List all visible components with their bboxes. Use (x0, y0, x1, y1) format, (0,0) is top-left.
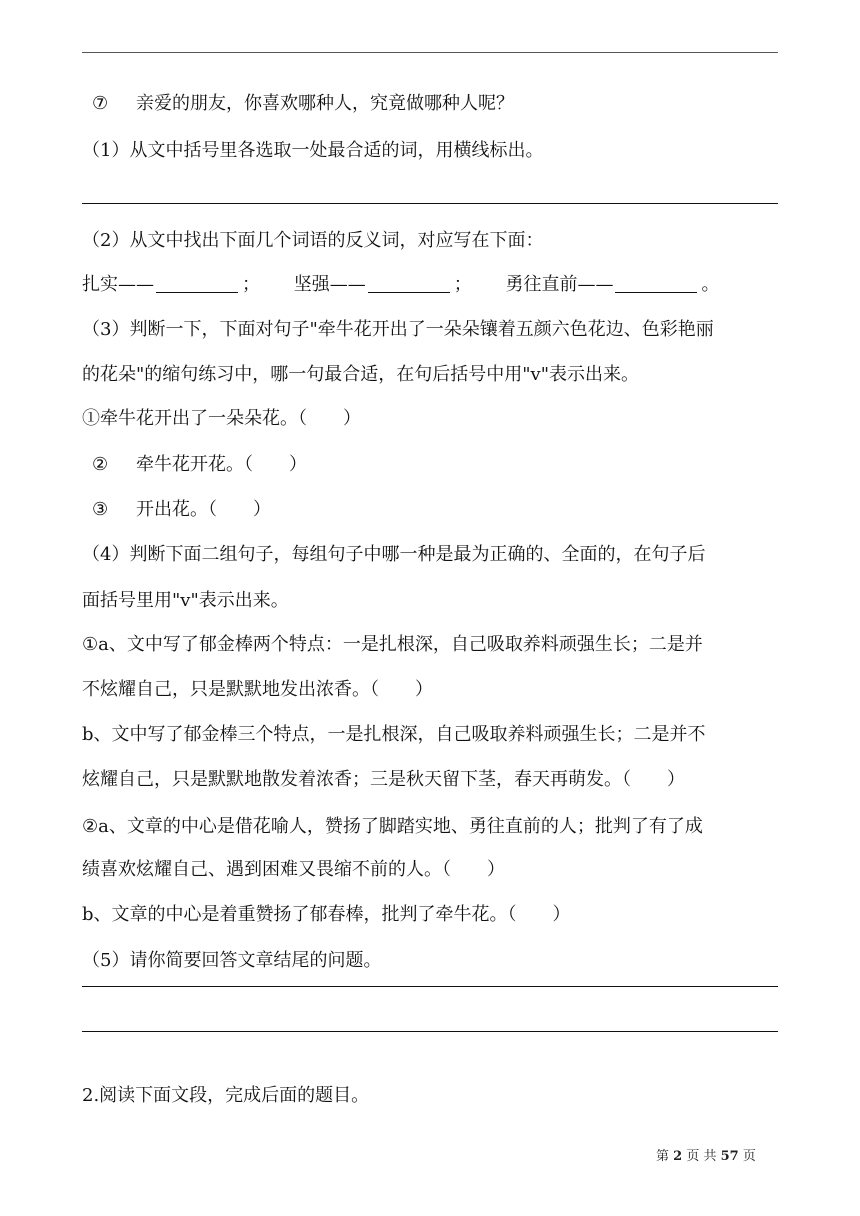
q4-group2-b[interactable]: b、文章的中心是着重赞扬了郁春棒，批判了牵牛花。（ ） (82, 904, 571, 925)
period: 。 (701, 274, 720, 295)
option-number: ② (92, 454, 109, 475)
question-1: （1）从文中括号里各选取一处最合适的词，用横线标出。 (82, 140, 544, 161)
answer-line-q1[interactable] (82, 203, 778, 204)
paragraph-number: ⑦ (92, 93, 109, 114)
footer-total-pages: 57 (720, 1149, 739, 1164)
page-footer (656, 1148, 756, 1166)
question-4-line-1: （4）判断下面二组句子，每组句子中哪一种是最为正确的、全面的，在句子后 (82, 544, 706, 565)
answer-line-q5-2[interactable] (82, 1031, 778, 1032)
option-text: 开出花。（ ） (136, 499, 271, 520)
q4-group1-a-line-2[interactable]: 不炫耀自己，只是默默地发出浓香。（ ） (82, 679, 433, 700)
question-3-line-2: 的花朵"的缩句练习中，哪一句最合适，在句后括号中用"v"表示出来。 (82, 364, 640, 385)
q3-option-2[interactable] (92, 453, 307, 477)
antonym-label-3: 勇往直前—— (505, 274, 614, 295)
q3-option-3[interactable] (92, 498, 271, 522)
paragraph-text: 亲爱的朋友，你喜欢哪种人，究竟做哪种人呢？ (136, 93, 514, 114)
footer-suffix: 页 (742, 1149, 756, 1164)
q4-group1-a-line-1: ①a、文中写了郁金棒两个特点：一是扎根深，自己吸取养料顽强生长；二是并 (82, 634, 703, 655)
antonym-blank-2[interactable] (368, 274, 450, 293)
antonym-blank-1[interactable] (156, 274, 238, 293)
option-text: 牵牛花开花。（ ） (136, 454, 307, 475)
q4-group2-a-line-1: ②a、文章的中心是借花喻人，赞扬了脚踏实地、勇往直前的人；批判了有了成 (82, 816, 703, 837)
q4-group1-b-line-1: b、文中写了郁金棒三个特点，一是扎根深，自己吸取养料顽强生长；二是并不 (82, 724, 706, 745)
question-2: （2）从文中找出下面几个词语的反义词，对应写在下面： (82, 230, 544, 251)
footer-mid: 页 共 (686, 1149, 717, 1164)
question-3-line-1: （3）判断一下，下面对句子"牵牛花开出了一朵朵镶着五颜六色花边、色彩艳丽 (82, 319, 714, 340)
section-2-heading: 2.阅读下面文段，完成后面的题目。 (82, 1085, 370, 1106)
question-5: （5）请你简要回答文章结尾的问题。 (82, 950, 382, 971)
option-number: ③ (92, 499, 109, 520)
antonym-label-2: 坚强—— (293, 274, 366, 295)
antonym-label-1: 扎实—— (82, 274, 154, 295)
q4-group2-a-line-2[interactable]: 绩喜欢炫耀自己、遇到困难又畏缩不前的人。（ ） (82, 859, 505, 880)
antonym-blank-3[interactable] (615, 274, 697, 293)
q4-group1-b-line-2[interactable]: 炫耀自己，只是默默地散发着浓香；三是秋天留下茎，春天再萌发。（ ） (82, 769, 685, 790)
footer-prefix: 第 (656, 1149, 670, 1164)
question-2-items (82, 273, 719, 297)
header-rule (82, 52, 778, 53)
separator: ； (453, 274, 472, 295)
paragraph-7 (92, 92, 514, 116)
q3-option-1[interactable]: ①牵牛花开出了一朵朵花。（ ） (82, 408, 361, 429)
answer-line-q5-1[interactable] (82, 986, 778, 987)
footer-page-number: 2 (673, 1149, 683, 1164)
question-4-line-2: 面括号里用"v"表示出来。 (82, 590, 289, 611)
separator: ； (242, 274, 260, 295)
